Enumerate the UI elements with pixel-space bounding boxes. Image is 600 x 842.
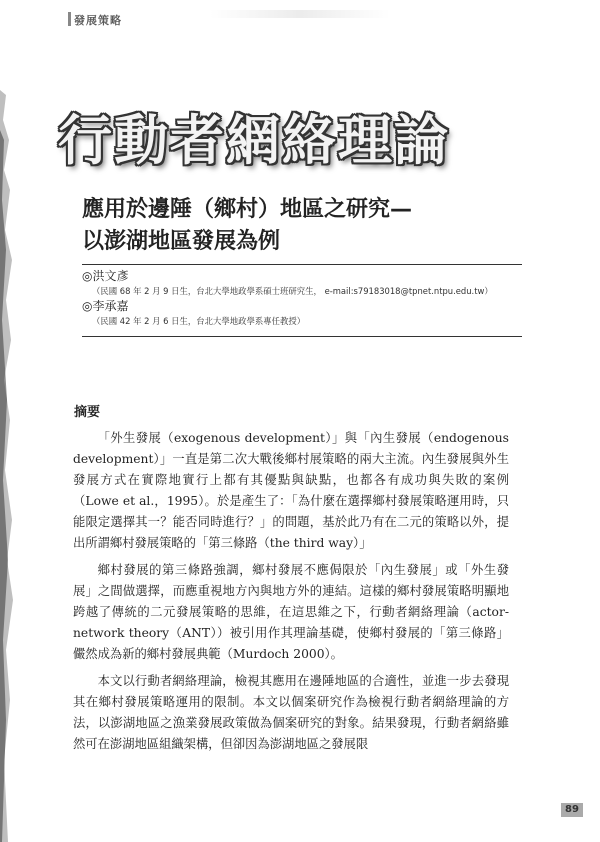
abstract-paragraph: 「外生發展（exogenous development）」與「內生發展（endogenous development）」一直是第二次大戰後鄉村展策略的兩大主流。內生發展與外生發展方式在實際地實行上都有其優點與缺點，也都各有成功與失敗的案例（Lowe et al.，1995）。於是產生了：「為什麼在選擇鄉村發展策略運用時，只能限定選擇其一？能否同時進行？」的問題，基於此乃有在二元的策略以外，提出所謂鄉村發展策略的「第三條路（the third way）」 bbox=[73, 431, 509, 550]
author-name: ◎洪文彥 bbox=[82, 269, 129, 283]
torn-edge-decoration bbox=[0, 0, 18, 842]
abstract-body bbox=[73, 428, 509, 761]
abstract-heading: 摘要 bbox=[74, 405, 101, 420]
author-name: ◎李承嘉 bbox=[82, 299, 129, 313]
subtitle-line-2: 以澎湖地區發展為例 bbox=[82, 229, 281, 254]
subtitle-line-1: 應用於邊陲（鄉村）地區之研究— bbox=[82, 197, 413, 222]
scan-smudge bbox=[210, 10, 390, 18]
author-entry bbox=[82, 298, 532, 328]
abstract-paragraph: 鄉村發展的第三條路強調，鄉村發展不應侷限於「內生發展」或「外生發展」之間做選擇，而應重視地方內與地方外的連結。這樣的鄉村發展策略明顯地跨越了傳統的二元發展策略的思維，在這思維之下，行動者網絡理論（actor-network theory（ANT））被引用作其理論基礎，使鄉村發展的「第三條路」儼然成為新的鄉村發展典範（Murdoch 2000）。 bbox=[73, 563, 509, 661]
divider-top bbox=[82, 264, 522, 265]
author-note: （民國 68 年 2 月 9 日生，台北大學地政學系碩士班研究生， e-mail:s79183018@tpnet.ntpu.edu.tw） bbox=[92, 286, 493, 296]
divider-bottom bbox=[82, 336, 522, 337]
subtitle bbox=[82, 194, 522, 258]
abstract-paragraph: 本文以行動者網絡理論，檢視其應用在邊陲地區的合適性，並進一步去發現其在鄉村發展策略運用的限制。本文以個案研究作為檢視行動者網絡理論的方法，以澎湖地區之漁業發展政策做為個案研究的對象。結果發現，行動者網絡雖然可在澎湖地區組織架構，但卻因為澎湖地區之發展限 bbox=[73, 674, 509, 751]
author-entry bbox=[82, 268, 532, 298]
author-list bbox=[82, 268, 532, 328]
section-label: 發展策略 bbox=[74, 14, 122, 27]
page-number: 89 bbox=[561, 803, 583, 817]
main-title: 行動者網絡理論 bbox=[58, 108, 450, 172]
author-note: （民國 42 年 2 月 6 日生，台北大學地政學系專任教授） bbox=[92, 316, 306, 326]
